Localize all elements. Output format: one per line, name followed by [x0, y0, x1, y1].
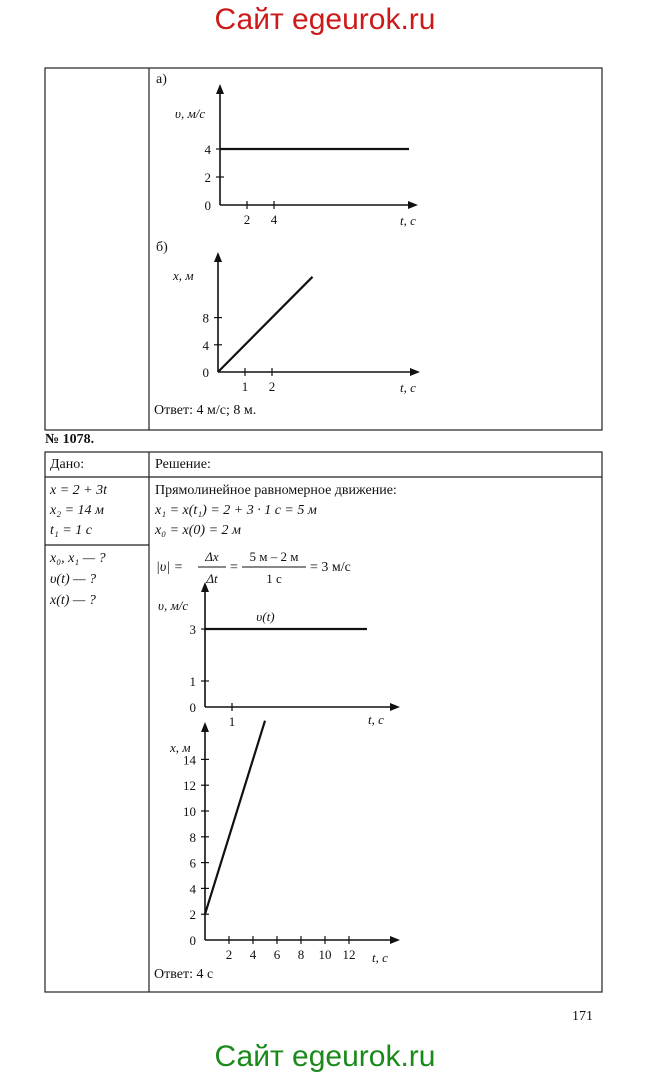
y-axis-arrow: [201, 722, 209, 732]
y-tick-label: 14: [183, 752, 196, 768]
x-tick-label: 1: [228, 714, 236, 729]
y-tick-label: 2: [189, 907, 196, 923]
y-tick-label: 0: [204, 198, 211, 213]
find-item: x(t) — ?: [50, 593, 96, 608]
prev-answer: Ответ: 4 м/с; 8 м.: [154, 403, 257, 418]
y-tick-label: 4: [189, 881, 196, 897]
x-tick-label: 10: [318, 947, 332, 962]
formula-lhs: |υ| =: [156, 560, 184, 575]
problem-answer: Ответ: 4 с: [154, 967, 214, 982]
series-line: [205, 721, 265, 915]
part-b-label: б): [156, 240, 168, 255]
find-item: υ(t) — ?: [50, 572, 97, 587]
x-tick-label: 8: [297, 947, 305, 962]
find-item: x₀, x₁ — ?: [50, 551, 106, 566]
x-tick-label: 2: [268, 379, 276, 394]
y-tick-label: 2: [204, 170, 211, 185]
x-tick-label: 2: [225, 947, 233, 962]
solution-header: Решение:: [155, 457, 211, 472]
y-axis-label: x, м: [170, 740, 191, 755]
x-tick-label: 2: [243, 212, 251, 227]
y-axis-label: υ, м/с: [175, 106, 206, 121]
y-tick-label: 6: [189, 855, 196, 871]
y-tick-label: 4: [204, 142, 211, 157]
x-axis-arrow: [410, 368, 420, 376]
x-axis-label: t, с: [368, 712, 384, 727]
x-axis-label: t, с: [400, 213, 416, 228]
x-tick-label: 4: [270, 212, 278, 227]
x-axis-arrow: [408, 201, 418, 209]
series-label: υ(t): [256, 609, 275, 624]
given-header: Дано:: [50, 457, 85, 472]
y-axis-arrow: [214, 252, 222, 262]
formula-num-1: Δx: [205, 549, 219, 564]
y-tick-label: 0: [202, 365, 209, 380]
given-item: t₁ = 1 с: [50, 523, 92, 538]
y-axis-arrow: [216, 84, 224, 94]
given-item: x = 2 + 3t: [50, 483, 107, 498]
solution-line: Прямолинейное равномерное движение:: [155, 483, 397, 498]
formula-den-2: 1 с: [266, 571, 282, 586]
formula-den-1: Δt: [206, 571, 218, 586]
formula-result: = 3 м/с: [310, 560, 351, 575]
x-tick-label: 1: [241, 379, 249, 394]
x-tick-label: 6: [273, 947, 281, 962]
y-axis-label: υ, м/с: [158, 598, 189, 613]
formula-num-2: 5 м – 2 м: [249, 549, 299, 564]
y-tick-label: 1: [189, 674, 196, 689]
x-axis-label: t, с: [372, 950, 388, 965]
formula-eq: =: [230, 560, 238, 575]
y-tick-label: 3: [189, 622, 196, 637]
y-tick-label: 8: [189, 829, 196, 845]
x-axis-label: t, с: [400, 380, 416, 395]
y-tick-label: 12: [183, 778, 196, 794]
y-tick-label: 8: [202, 310, 209, 326]
solution-line: x₀ = x(0) = 2 м: [155, 523, 241, 538]
site-watermark-top: Сайт egeurok.ru: [214, 3, 436, 36]
x-axis-arrow: [390, 936, 400, 944]
given-item: x₂ = 14 м: [50, 503, 104, 518]
y-axis-label: x, м: [173, 268, 194, 283]
part-a-label: а): [156, 72, 167, 87]
y-axis-arrow: [201, 582, 209, 592]
y-tick-label: 0: [189, 700, 196, 715]
problem-number: № 1078.: [45, 432, 95, 447]
page-number: 171: [572, 1009, 593, 1024]
series-line: [218, 277, 313, 372]
x-tick-label: 4: [249, 947, 257, 962]
y-tick-label: 4: [202, 337, 209, 353]
x-tick-label: 12: [342, 947, 356, 962]
y-tick-label: 0: [189, 933, 196, 948]
x-axis-arrow: [390, 703, 400, 711]
y-tick-label: 10: [183, 804, 196, 819]
solution-line: x₁ = x(t₁) = 2 + 3 · 1 с = 5 м: [155, 503, 317, 518]
site-watermark-bottom: Сайт egeurok.ru: [214, 1040, 436, 1073]
